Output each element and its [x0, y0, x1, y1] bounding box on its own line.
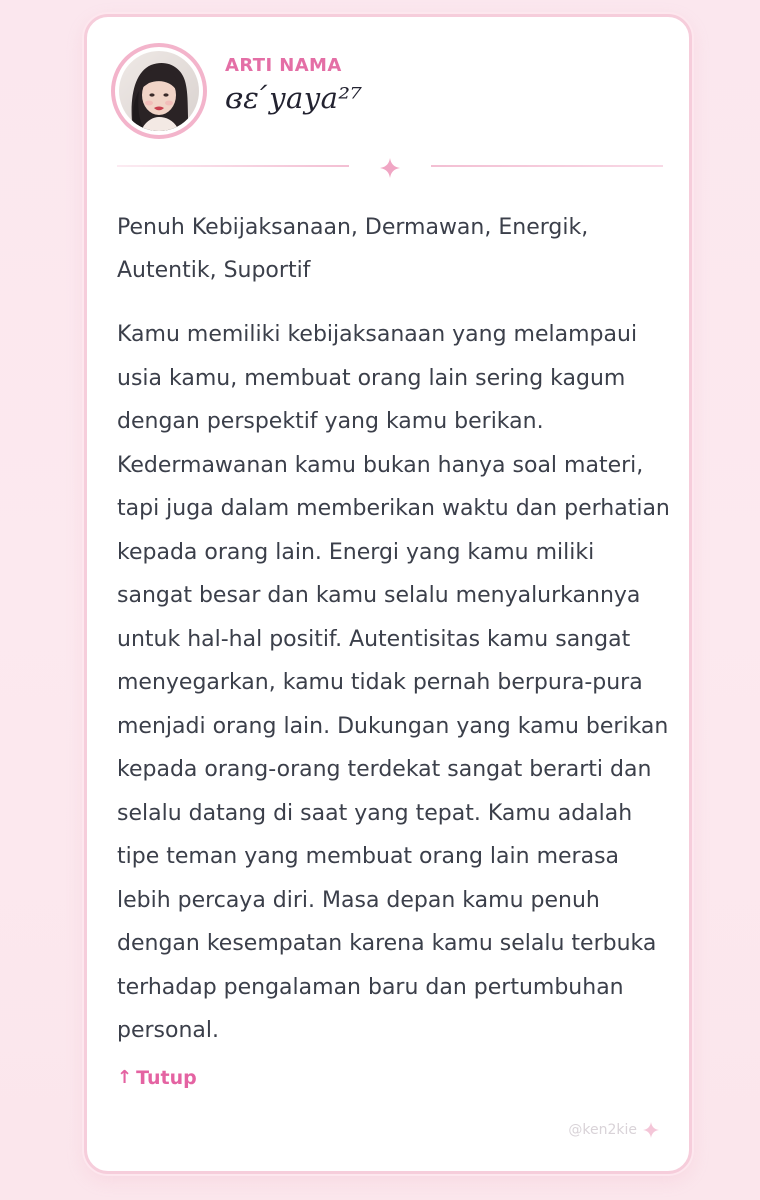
divider-line-left	[117, 165, 349, 167]
avatar-image	[119, 51, 199, 131]
sparkle-icon	[380, 158, 400, 178]
avatar	[111, 43, 207, 139]
divider-line-right	[431, 165, 663, 167]
person-name: ɞɛ ́yaya²⁷	[225, 81, 363, 115]
arrow-up-icon: ↑	[117, 1067, 133, 1088]
watermark	[568, 1122, 659, 1138]
sparkle-icon	[643, 1122, 659, 1138]
traits-text: Penuh Kebijaksanaan, Dermawan, Energik, Autentik, Suportif	[117, 215, 589, 283]
result-card	[84, 14, 692, 1174]
close-button[interactable]	[117, 1067, 197, 1089]
watermark-text: @ken2kie	[568, 1122, 637, 1138]
description-text: Kamu memiliki kebijaksanaan yang melampaui usia kamu, membuat orang lain sering kagum dengan perspektif yang kamu berikan. Kedermawanan kamu bukan hanya soal materi, tapi juga dalam memberikan waktu dan perhatian kepada orang lain. Energi yang kamu miliki sangat besar dan kamu selalu menyalurkannya untuk hal-hal positif. Autentisitas kamu sangat menyegarkan, kamu tidak pernah berpura-pura menjadi orang lain. Dukungan yang kamu berikan kepada orang-orang terdekat sangat berarti dan selalu datang di saat yang tepat. Kamu adalah tipe teman yang membuat orang lain merasa lebih percaya diri. Masa depan kamu penuh dengan kesempatan karena kamu selalu terbuka terhadap pengalaman baru dan pertumbuhan personal.	[117, 322, 670, 1043]
close-label: Tutup	[136, 1067, 197, 1089]
section-label: ARTI NAMA	[225, 55, 342, 76]
avatar-photo	[119, 51, 199, 131]
